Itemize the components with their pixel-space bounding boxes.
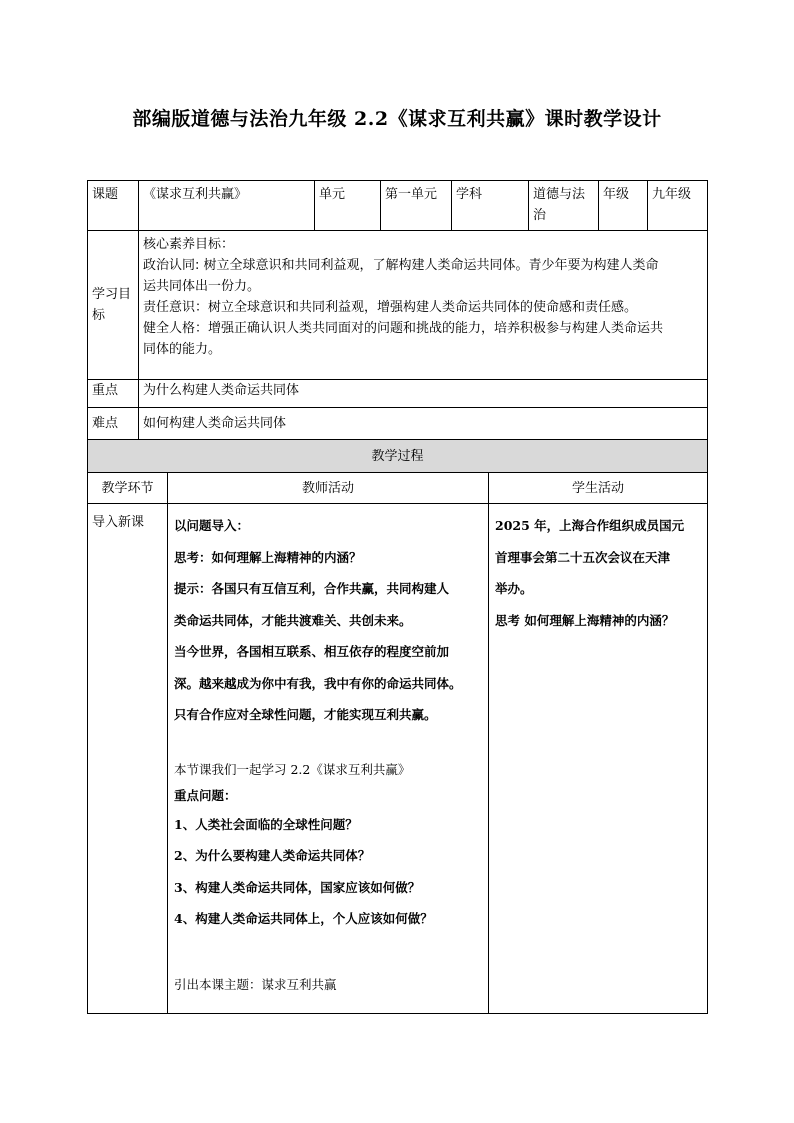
key-questions-label: 重点问题： <box>174 787 237 803</box>
key-point-label: 重点 <box>88 380 139 408</box>
objectives-content <box>139 231 708 380</box>
student-line: 首理事会第二十五次会议在天津 <box>495 549 671 565</box>
teacher-line: 当今世界，各国相互联系、相互依存的程度空前加 <box>174 644 450 659</box>
teacher-line: 思考：如何理解上海精神的内涵？ <box>174 549 362 565</box>
unit-label: 单元 <box>315 181 381 231</box>
key-question: 1、人类社会面临的全球性问题？ <box>174 816 358 832</box>
teacher-activity <box>168 504 489 1014</box>
teacher-line: 以问题导入： <box>174 518 250 533</box>
grade-label: 年级 <box>599 181 648 231</box>
student-line: 2025 年，上海合作组织成员国元 <box>495 518 685 533</box>
process-header: 教学过程 <box>88 440 708 473</box>
key-question: 4、构建人类命运共同体上，个人应该如何做？ <box>174 911 433 926</box>
spacer <box>174 935 482 971</box>
difficulty-value: 如何构建人类命运共同体 <box>139 408 708 440</box>
teacher-line: 类命运共同体，才能共渡难关、共创未来。 <box>174 612 412 628</box>
student-activity <box>489 504 708 1014</box>
teacher-line: 提示：各国只有互信互利，合作共赢，共同构建人 <box>174 581 450 596</box>
teacher-line: 深。越来越成为你中有我，我中有你的命运共同体。 <box>174 675 462 691</box>
col-teacher-header: 教师活动 <box>168 473 489 504</box>
difficulty-label: 难点 <box>88 408 139 440</box>
student-line: 举办。 <box>495 581 533 596</box>
spacer <box>174 731 482 757</box>
key-question: 2、为什么要构建人类命运共同体？ <box>174 848 371 863</box>
objective-line: 核心素养目标： <box>143 237 235 252</box>
col-student-header: 学生活动 <box>489 473 708 504</box>
student-line: 思考 如何理解上海精神的内涵？ <box>495 612 675 628</box>
subject-label: 学科 <box>452 181 529 231</box>
unit-value: 第一单元 <box>381 181 452 231</box>
objective-line: 政治认同: 树立全球意识和共同利益观，了解构建人类命运共同体。青少年要为构建人类命 <box>143 258 659 273</box>
col-stage-header: 教学环节 <box>88 473 168 504</box>
topic-value: 《谋求互利共赢》 <box>139 181 315 231</box>
grade-value: 九年级 <box>648 181 708 231</box>
topic-label: 课题 <box>88 181 139 231</box>
objective-line: 责任意识：树立全球意识和共同利益观，增强构建人类命运共同体的使命感和责任感。 <box>143 300 638 315</box>
objective-line: 运共同体出一份力。 <box>143 279 261 294</box>
teacher-line: 只有合作应对全球性问题，才能实现互利共赢。 <box>174 707 437 722</box>
stage-name: 导入新课 <box>88 504 168 1014</box>
teaching-process-table <box>87 439 708 1014</box>
key-question: 3、构建人类命运共同体，国家应该如何做？ <box>174 879 421 895</box>
objective-line: 健全人格：增强正确认识人类共同面对的问题和挑战的能力，培养积极参与构建人类命运共 <box>143 321 664 336</box>
objectives-label: 学习目标 <box>88 231 139 380</box>
lesson-info-table <box>87 180 708 440</box>
teacher-closing: 引出本课主题：谋求互利共赢 <box>174 976 337 992</box>
document-title: 部编版道德与法治九年级 2.2《谋求互利共赢》课时教学设计 <box>132 108 662 130</box>
key-point-value: 为什么构建人类命运共同体 <box>139 380 708 408</box>
lesson-intro: 本节课我们一起学习 2.2《谋求互利共赢》 <box>174 761 411 777</box>
objective-line: 同体的能力。 <box>143 342 222 357</box>
subject-value: 道德与法治 <box>529 181 599 231</box>
